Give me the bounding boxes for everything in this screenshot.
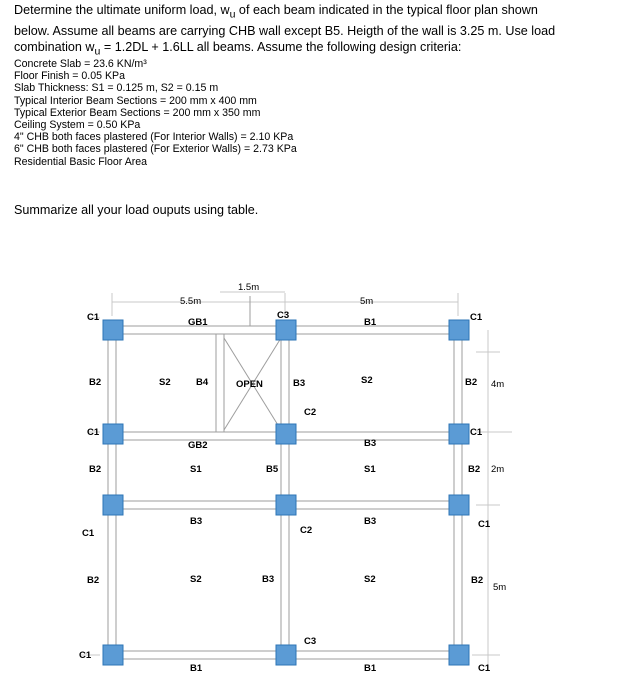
label-c1: C1 <box>470 427 483 438</box>
column-c3-top <box>276 320 296 340</box>
dim-1-5m: 1.5m <box>238 282 260 293</box>
label-b1: B1 <box>364 663 377 674</box>
column-c1-bottom-left <box>103 645 123 665</box>
criteria-item: 4" CHB both faces plastered (For Interior Walls) = 2.10 KPa <box>14 131 294 144</box>
criteria-item: Ceiling System = 0.50 KPa <box>14 119 141 132</box>
column-c1 <box>449 424 469 444</box>
criteria-item: Concrete Slab = 23.6 KN/m³ <box>14 58 147 70</box>
label-b2: B2 <box>468 464 481 475</box>
column-c1 <box>449 495 469 515</box>
label-c2: C2 <box>300 525 313 536</box>
problem-line-3: combination $w_u = 1.2DL + 1.6LL$ all beams. Assume the following design criteria: <box>14 39 462 58</box>
label-c1: C1 <box>82 528 95 539</box>
column-c1-top-left <box>103 320 123 340</box>
column-c2 <box>276 424 296 444</box>
criteria-item: Floor Finish = 0.05 KPa <box>14 70 125 83</box>
label-b3: B3 <box>364 438 377 449</box>
criteria-item: Residential Basic Floor Area <box>14 155 148 168</box>
label-b2: B2 <box>89 464 102 475</box>
label-b2: B2 <box>89 377 102 388</box>
label-c1: C1 <box>87 312 100 323</box>
problem-line-2: below. Assume all beams are carrying CHB wall except B5. Heigth of the wall is 3.25 m. Use load <box>14 23 556 38</box>
label-c2: C2 <box>304 407 317 418</box>
label-c1: C1 <box>87 427 100 438</box>
criteria-item: Typical Exterior Beam Sections = 200 mm x 350 mm <box>14 106 261 119</box>
criteria-item: Slab Thickness: S1 = 0.125 m, S2 = 0.15 m <box>14 82 219 95</box>
beams <box>108 326 462 659</box>
label-s2: S2 <box>190 574 202 585</box>
label-opening: OPEN <box>236 379 263 390</box>
label-b3: B3 <box>293 378 306 389</box>
label-b2: B2 <box>87 575 100 586</box>
criteria-item: Typical Interior Beam Sections = 200 mm x 400 mm <box>14 94 257 107</box>
summary-instruction: Summarize all your load ouputs using table. <box>14 203 259 217</box>
label-c3: C3 <box>277 310 290 321</box>
label-b2: B2 <box>471 575 484 586</box>
plan-leaders <box>80 292 512 668</box>
label-gb1: GB1 <box>188 317 208 328</box>
opening-lines <box>224 296 281 430</box>
column-c3-bottom <box>276 645 296 665</box>
column-c1-bottom-right <box>449 645 469 665</box>
label-b3: B3 <box>262 574 275 585</box>
label-c3: C3 <box>304 636 317 647</box>
label-s2: S2 <box>159 377 171 388</box>
label-s2: S2 <box>361 375 373 386</box>
dim-5-5m: 5.5m <box>180 296 202 307</box>
column-c1 <box>103 424 123 444</box>
label-b3: B3 <box>364 516 377 527</box>
label-c1: C1 <box>478 519 491 530</box>
label-gb2: GB2 <box>188 440 208 451</box>
problem-line-1: Determine the ultimate uniform load, $w_u$ of each beam indicated in the typical floor plan shown <box>14 3 538 21</box>
label-s1: S1 <box>364 464 376 475</box>
label-s1: S1 <box>190 464 202 475</box>
column-c1-top-right <box>449 320 469 340</box>
label-b2: B2 <box>465 377 478 388</box>
dim-5m-top: 5m <box>360 296 374 307</box>
label-c1: C1 <box>79 650 92 661</box>
dim-4m: 4m <box>491 379 505 390</box>
label-b1: B1 <box>364 317 377 328</box>
label-b5: B5 <box>266 464 279 475</box>
column-c1 <box>103 495 123 515</box>
label-c1: C1 <box>478 663 491 674</box>
label-b1: B1 <box>190 663 203 674</box>
label-b4: B4 <box>196 377 209 388</box>
label-b3: B3 <box>190 516 203 527</box>
label-c1: C1 <box>470 312 483 323</box>
dim-5m-right: 5m <box>493 582 507 593</box>
dim-2m: 2m <box>491 464 505 475</box>
criteria-item: 6" CHB both faces plastered (For Exterior Walls) = 2.73 KPa <box>14 143 297 156</box>
label-s2: S2 <box>364 574 376 585</box>
column-c2 <box>276 495 296 515</box>
